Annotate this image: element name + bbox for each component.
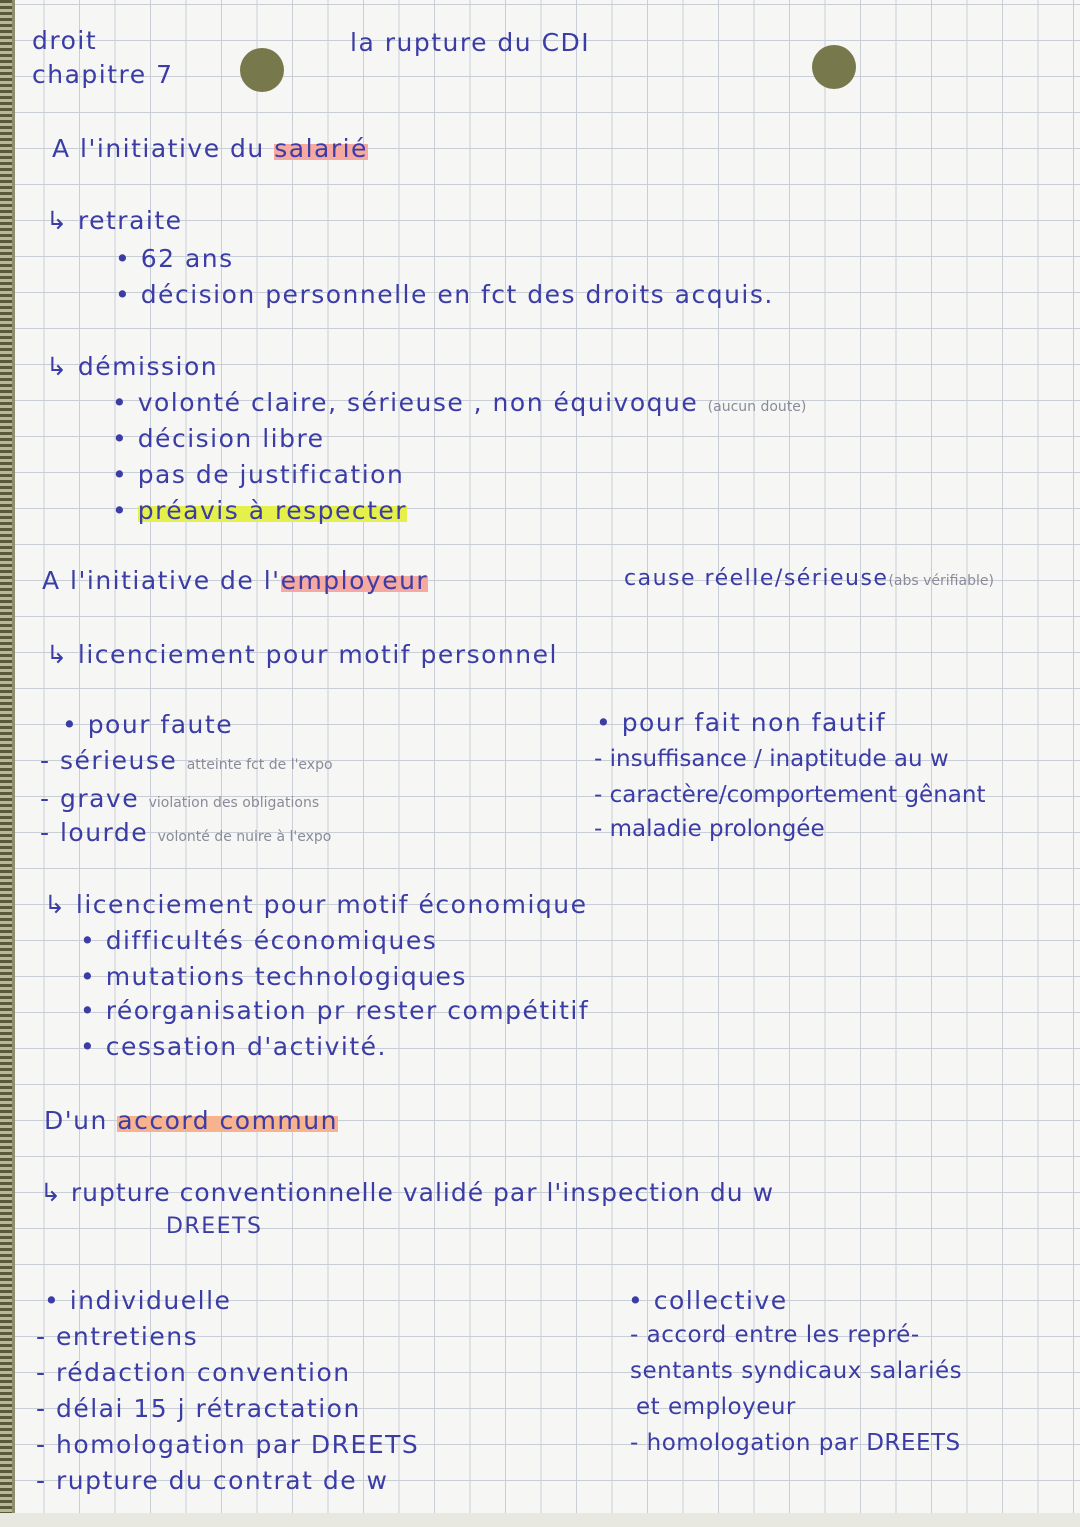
subject: droit — [32, 26, 98, 55]
chapter: chapitre 7 — [32, 60, 174, 89]
list-item: • mutations technologiques — [80, 962, 467, 991]
list-item: - homologation par DREETS — [630, 1430, 961, 1456]
list-item: - homologation par DREETS — [36, 1430, 420, 1459]
list-item: • préavis à respecter — [112, 496, 408, 525]
list-item: • réorganisation pr rester compétitif — [80, 996, 590, 1025]
list-item: - sérieuse atteinte fct de l'expo — [40, 746, 333, 775]
list-item: - rupture du contrat de w — [36, 1466, 389, 1495]
list-item: • pas de justification — [112, 460, 405, 489]
cause-note: cause réelle/sérieuse(abs vérifiable) — [624, 566, 994, 591]
list-item: • 62 ans — [115, 244, 234, 273]
notebook-binding — [0, 0, 12, 1527]
page-title: la rupture du CDI — [350, 28, 591, 57]
rupture-title: ↳ rupture conventionnelle validé par l'inspection du w — [40, 1178, 775, 1207]
list-item: - lourde volonté de nuire à l'expo — [40, 818, 332, 847]
list-item: - grave violation des obligations — [40, 784, 320, 813]
individuelle-title: • individuelle — [44, 1286, 232, 1315]
list-item: sentants syndicaux salariés — [630, 1358, 963, 1384]
punch-hole — [812, 45, 856, 89]
list-item: • décision libre — [112, 424, 325, 453]
list-item: - délai 15 j rétractation — [36, 1394, 361, 1423]
list-item: - entretiens — [36, 1322, 199, 1351]
list-item: - maladie prolongée — [594, 816, 825, 842]
retraite-title: ↳ retraite — [46, 206, 183, 235]
demission-title: ↳ démission — [46, 352, 219, 381]
section-heading-accord: D'un accord commun — [44, 1106, 338, 1135]
list-item: - accord entre les repré- — [630, 1322, 920, 1348]
collective-title: • collective — [628, 1286, 788, 1315]
faute-title: • pour faute — [62, 710, 234, 739]
page-edge — [12, 0, 15, 1527]
section-heading-employeur: A l'initiative de l'employeur — [42, 566, 429, 595]
dreets-label: DREETS — [166, 1214, 263, 1239]
list-item: - rédaction convention — [36, 1358, 351, 1387]
page-bottom-edge — [0, 1513, 1080, 1527]
list-item: et employeur — [636, 1394, 796, 1420]
non-fautif-title: • pour fait non fautif — [596, 708, 887, 737]
list-item: • décision personnelle en fct des droits acquis. — [115, 280, 774, 309]
section-heading-salarie: A l'initiative du salarié — [52, 134, 368, 163]
eco-title: ↳ licenciement pour motif économique — [44, 890, 588, 919]
list-item: • difficultés économiques — [80, 926, 438, 955]
perso-title: ↳ licenciement pour motif personnel — [46, 640, 558, 669]
list-item: - caractère/comportement gênant — [594, 782, 986, 808]
list-item: • cessation d'activité. — [80, 1032, 387, 1061]
list-item: - insuffisance / inaptitude au w — [594, 746, 949, 772]
punch-hole — [240, 48, 284, 92]
list-item: • volonté claire, sérieuse , non équivoque (aucun doute) — [112, 388, 807, 417]
